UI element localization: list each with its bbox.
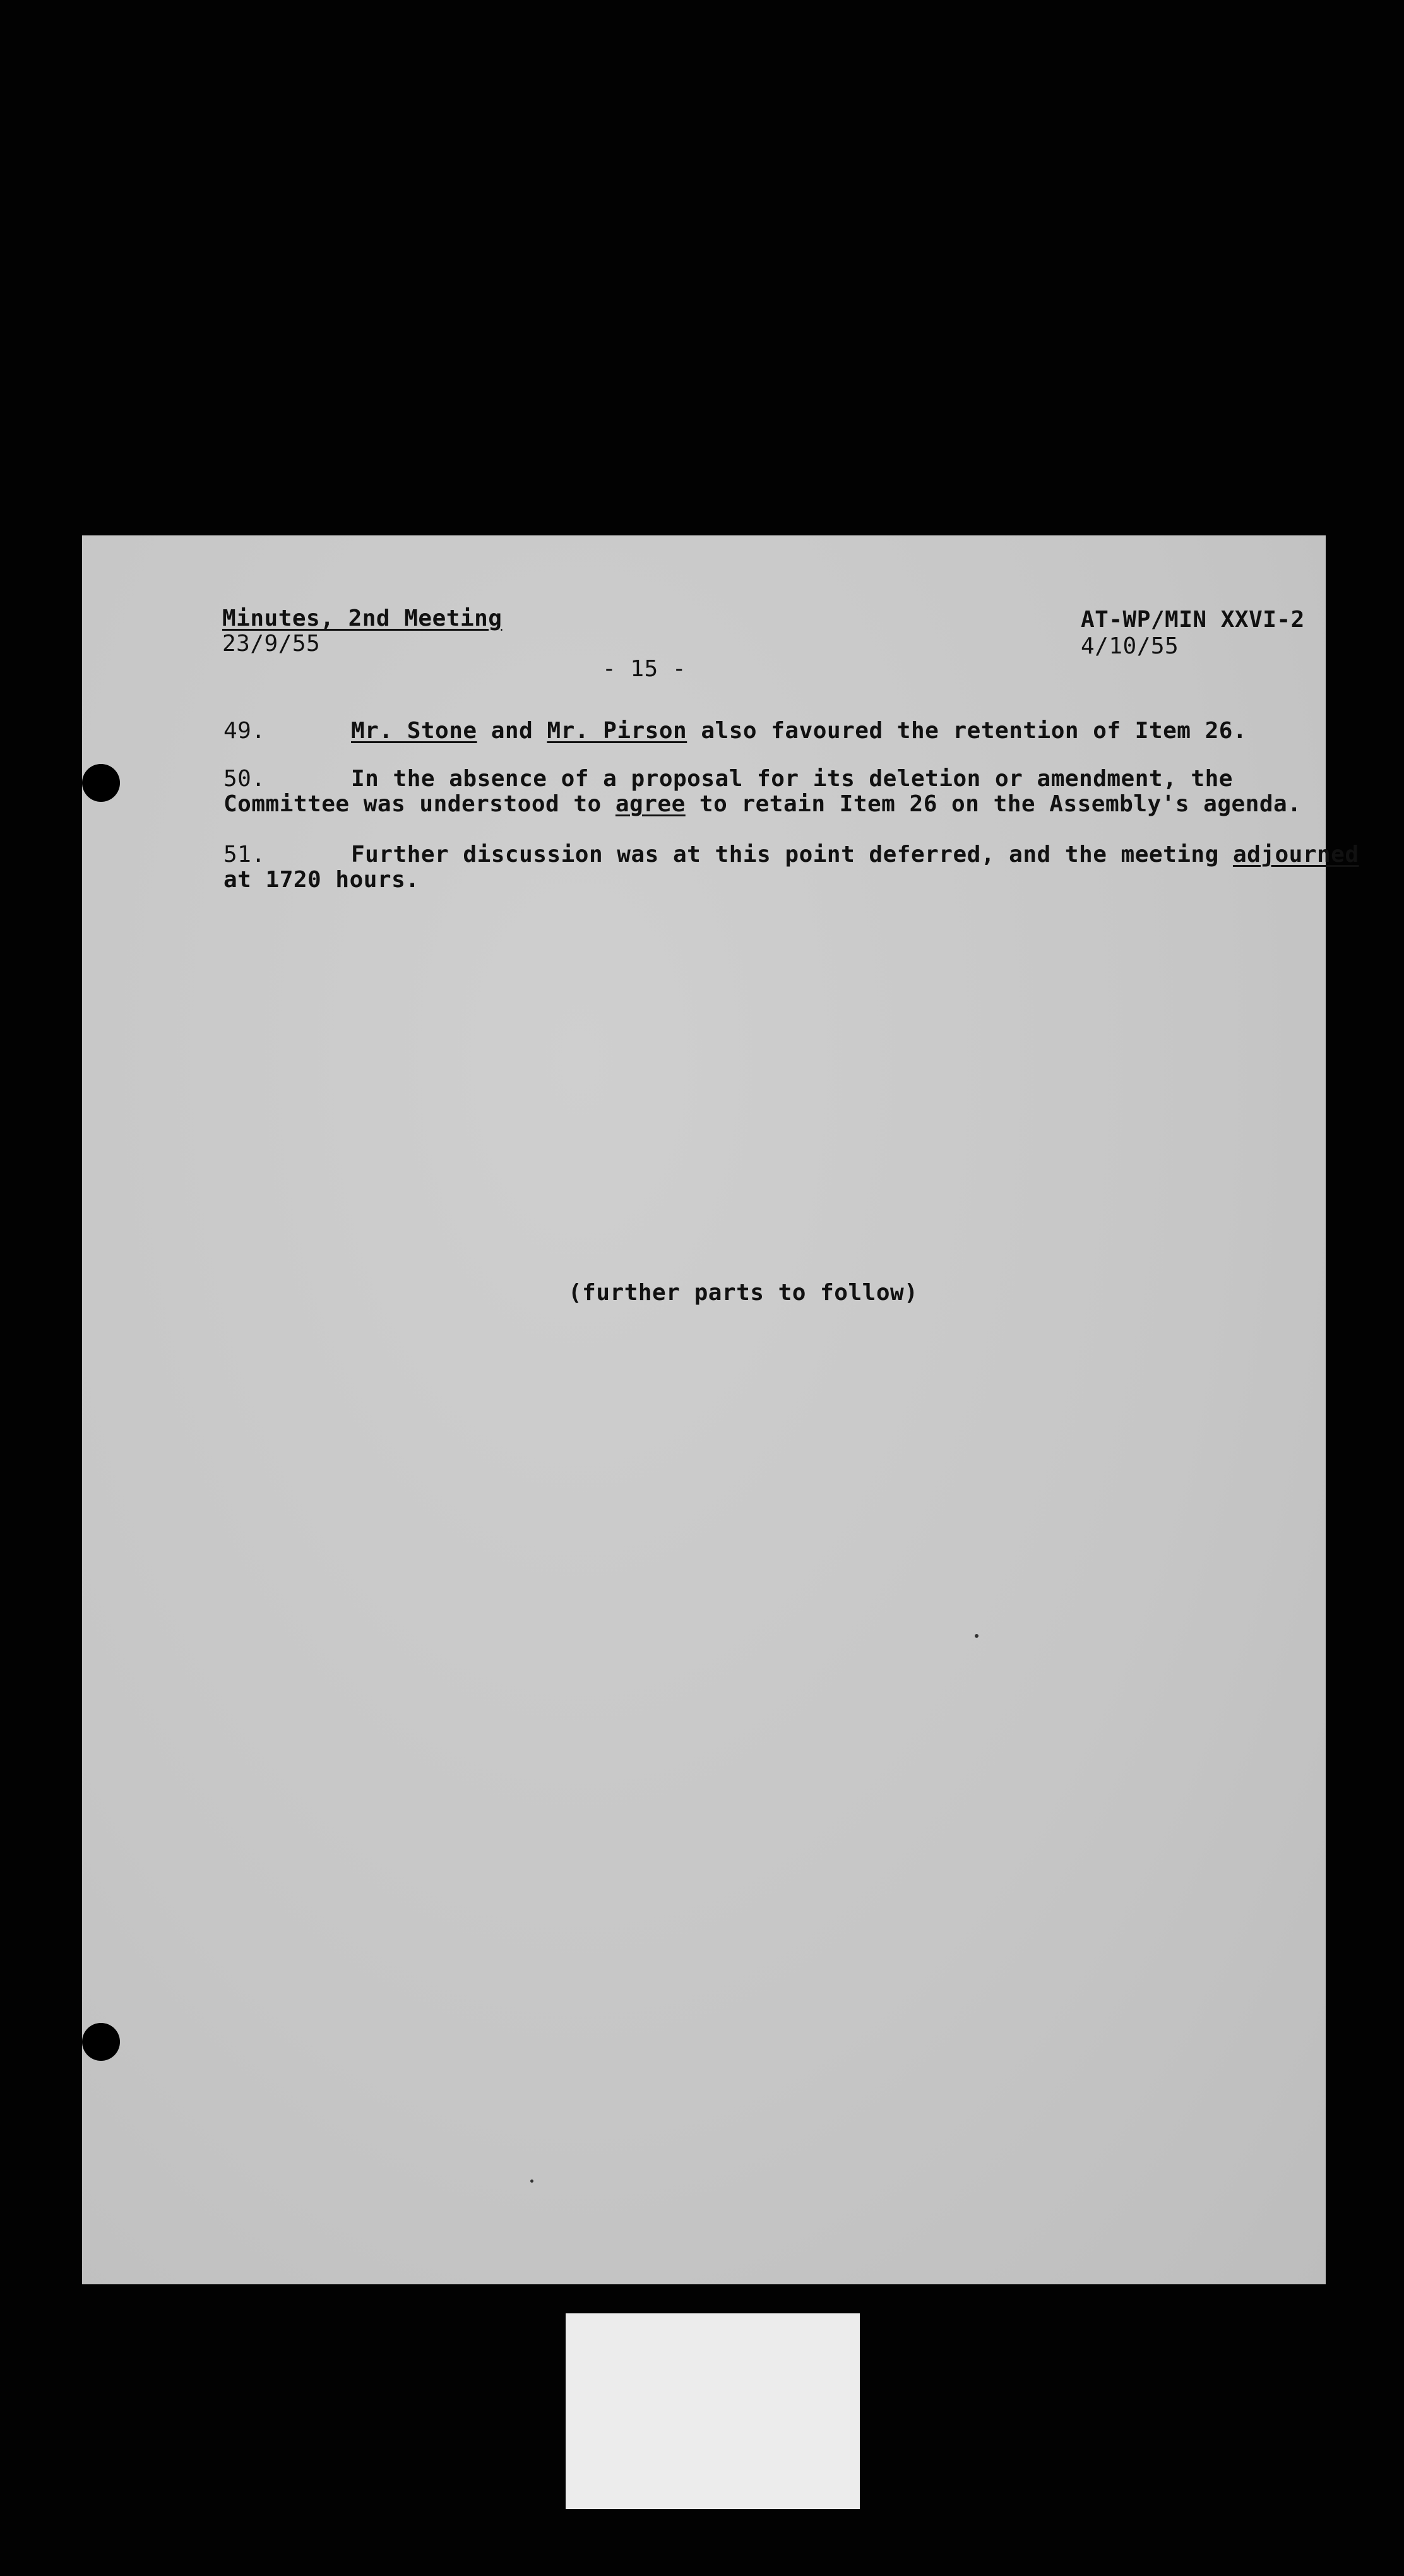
paragraph-50-line-1: In the absence of a proposal for its deletion or amendment, the [351,766,1233,792]
paragraph-50-line-2 [223,792,1301,817]
punch-hole-top [82,764,120,802]
paragraph-51-line-1 [351,842,1359,868]
speaker-name: Mr. Pirson [547,718,687,744]
page-number: - 15 - [602,656,687,682]
speaker-name: Mr. Stone [351,718,477,744]
paragraph-text-segment: and [477,718,547,744]
paragraph-number-51: 51. [223,842,266,868]
paragraph-51-line-2: at 1720 hours. [223,867,420,893]
dust-speck [530,2179,533,2183]
minutes-title: Minutes, 2nd Meeting [222,605,503,631]
paragraph-number-50: 50. [223,766,266,792]
punch-hole-bottom [82,2023,120,2061]
document-date: 4/10/55 [1081,633,1179,659]
paragraph-number-49: 49. [223,718,266,744]
paragraph-text-segment: also favoured the retention of Item 26. [687,718,1247,744]
paragraph-text-segment: Committee was understood to [223,791,616,817]
paragraph-text-segment: Further discussion was at this point deferred, and the meeting [351,842,1233,868]
paragraph-49-text [351,719,1247,744]
dust-speck [975,1634,979,1638]
continuation-note: (further parts to follow) [568,1280,919,1306]
document-reference: AT-WP/MIN XXVI-2 [1081,607,1305,633]
blank-target-card [566,2313,860,2509]
decision-keyword: agree [615,791,686,817]
paragraph-text-segment: to retain Item 26 on the Assembly's agenda. [685,791,1302,817]
decision-keyword: adjourned [1232,842,1359,868]
minutes-date: 23/9/55 [222,631,321,657]
